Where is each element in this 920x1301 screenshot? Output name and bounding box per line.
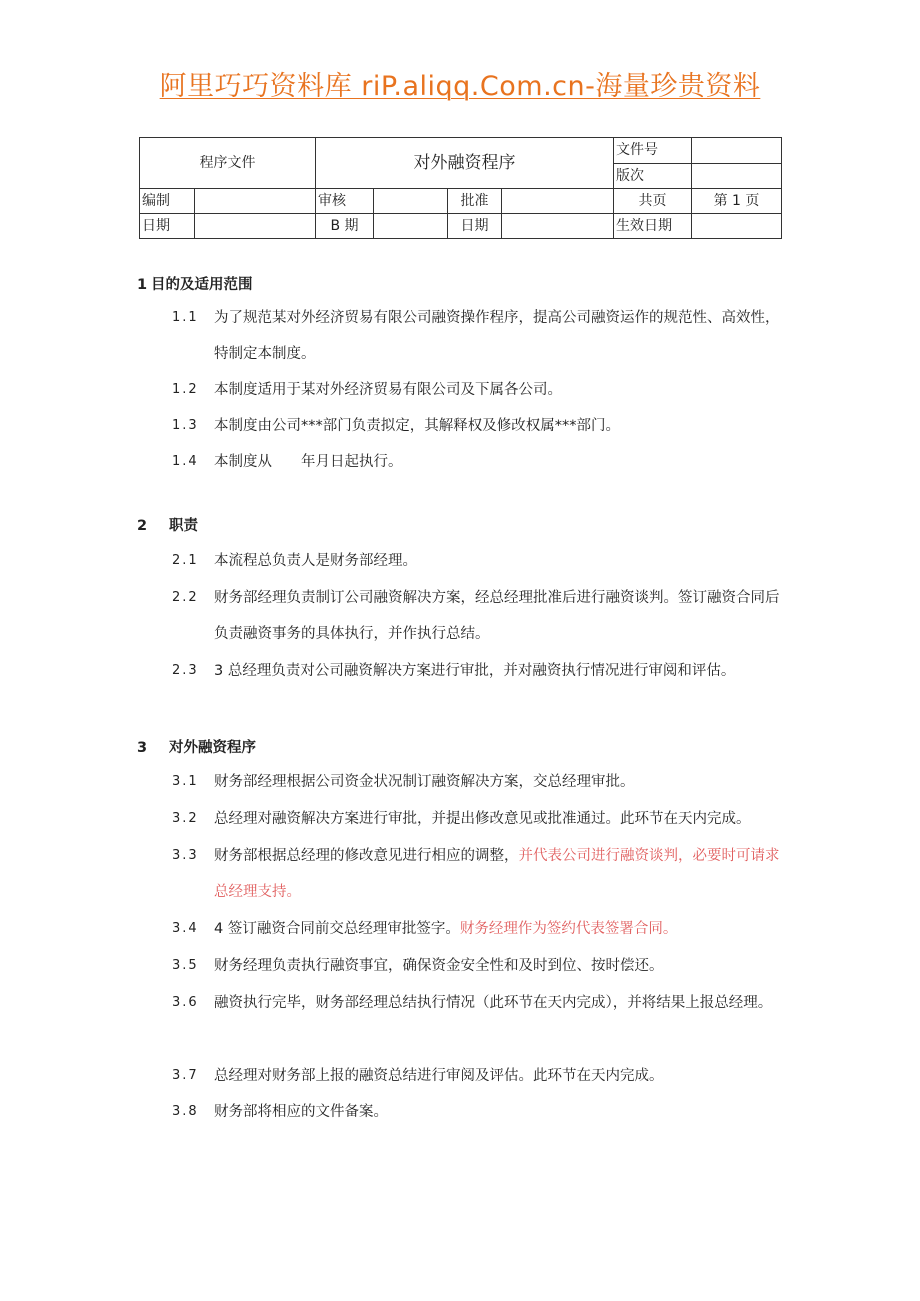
doc-no-label: 文件号	[614, 138, 692, 164]
prepared-value	[195, 189, 316, 214]
approve-date-label: 日期	[448, 214, 502, 239]
section-number: 3	[137, 740, 148, 756]
date-label: 日期	[140, 214, 195, 239]
section-title: 对外融资程序	[169, 740, 256, 756]
item-text: 本制度从 年月日起执行。	[214, 454, 403, 470]
item-text: 本制度适用于某对外经济贸易有限公司及下属各公司。	[214, 382, 562, 398]
list-item	[172, 801, 792, 837]
doc-type-cell: 程序文件	[140, 138, 316, 189]
item-number: 3.5	[172, 958, 199, 973]
item-number: 3.1	[172, 774, 199, 789]
section-title: 职责	[169, 518, 198, 534]
section-heading	[137, 273, 253, 294]
item-text: 本流程总负责人是财务部经理。	[214, 553, 417, 569]
item-number: 2.3	[172, 663, 199, 678]
item-text: 总经理对财务部上报的融资总结进行审阅及评估。此环节在天内完成。	[214, 1068, 664, 1084]
item-number: 1.4	[172, 454, 199, 469]
list-item	[172, 838, 792, 910]
review-label: 审核	[316, 189, 374, 214]
list-item	[172, 1094, 792, 1130]
item-text-normal: 4 签订融资合同前交总经理审批签字。	[214, 921, 460, 937]
item-number: 3.7	[172, 1068, 199, 1083]
site-banner[interactable]: 阿里巧巧资料库 riP.aliqq.Com.cn-海量珍贵资料	[159, 71, 761, 102]
prepared-label: 编制	[140, 189, 195, 214]
approve-value	[502, 189, 614, 214]
section-heading	[137, 514, 198, 535]
item-number: 1.1	[172, 310, 199, 325]
item-number: 1.2	[172, 382, 199, 397]
item-number: 3.2	[172, 811, 199, 826]
list-item	[172, 444, 792, 480]
item-text: 3 总经理负责对公司融资解决方案进行审批，并对融资执行情况进行审阅和评估。	[214, 663, 736, 679]
approve-date-value	[502, 214, 614, 239]
version-label: 版次	[614, 163, 692, 189]
list-item	[172, 372, 792, 408]
effective-date-label: 生效日期	[614, 214, 692, 239]
version-value	[692, 163, 782, 189]
list-item	[172, 543, 792, 579]
item-number: 3.4	[172, 921, 199, 936]
list-item	[172, 408, 792, 444]
list-item	[172, 580, 792, 652]
page-number: 第 1 页	[692, 189, 782, 214]
item-text-highlight: 财务经理作为签约代表签署合同。	[459, 921, 678, 937]
item-number: 3.6	[172, 995, 199, 1010]
item-text: 融资执行完毕，财务部经理总结执行情况（此环节在天内完成），并将结果上报总经理。	[214, 995, 773, 1011]
list-item	[172, 1058, 792, 1094]
item-text-normal: 财务部根据总经理的修改意见进行相应的调整，	[214, 848, 519, 864]
item-text: 本制度由公司***部门负责拟定，其解释权及修改权属***部门。	[214, 418, 620, 434]
list-item	[172, 764, 792, 800]
doc-title-cell: 对外融资程序	[316, 138, 614, 189]
list-item	[172, 300, 792, 372]
item-text: 总经理对融资解决方案进行审批，并提出修改意见或批准通过。此环节在天内完成。	[214, 811, 751, 827]
item-number: 3.8	[172, 1104, 199, 1119]
approve-label: 批准	[448, 189, 502, 214]
item-number: 1.3	[172, 418, 199, 433]
list-item	[172, 653, 792, 689]
doc-no-value	[692, 138, 782, 164]
item-number: 2.1	[172, 553, 199, 568]
list-item	[172, 948, 792, 984]
total-pages-label: 共页	[614, 189, 692, 214]
item-text: 财务经理负责执行融资事宜，确保资金安全性和及时到位、按时偿还。	[214, 958, 664, 974]
date-value	[195, 214, 316, 239]
item-number: 2.2	[172, 590, 199, 605]
item-text: 财务部将相应的文件备案。	[214, 1104, 388, 1120]
section-number: 2	[137, 518, 148, 534]
effective-date-value	[692, 214, 782, 239]
item-text: 财务部经理根据公司资金状况制订融资解决方案，交总经理审批。	[214, 774, 635, 790]
review-date-value	[374, 214, 448, 239]
document-header-table	[139, 137, 782, 239]
item-text	[214, 838, 792, 910]
section-heading	[137, 736, 256, 757]
item-text-highlight: 并代表公司进行融资谈判，必要时可请求总经理支持。	[214, 848, 780, 900]
item-number: 3.3	[172, 848, 199, 863]
review-value	[374, 189, 448, 214]
section-title: 目的及适用范围	[151, 277, 253, 293]
list-item	[172, 911, 792, 947]
list-item	[172, 985, 792, 1021]
review-date-label: B 期	[316, 214, 374, 239]
section-number: 1	[137, 277, 148, 293]
item-text: 财务部经理负责制订公司融资解决方案，经总经理批准后进行融资谈判。签订融资合同后负责融资事务的具体执行，并作执行总结。	[214, 590, 780, 642]
item-text: 为了规范某对外经济贸易有限公司融资操作程序，提高公司融资运作的规范性、高效性，特制定本制度。	[214, 310, 780, 362]
item-text	[214, 911, 792, 947]
